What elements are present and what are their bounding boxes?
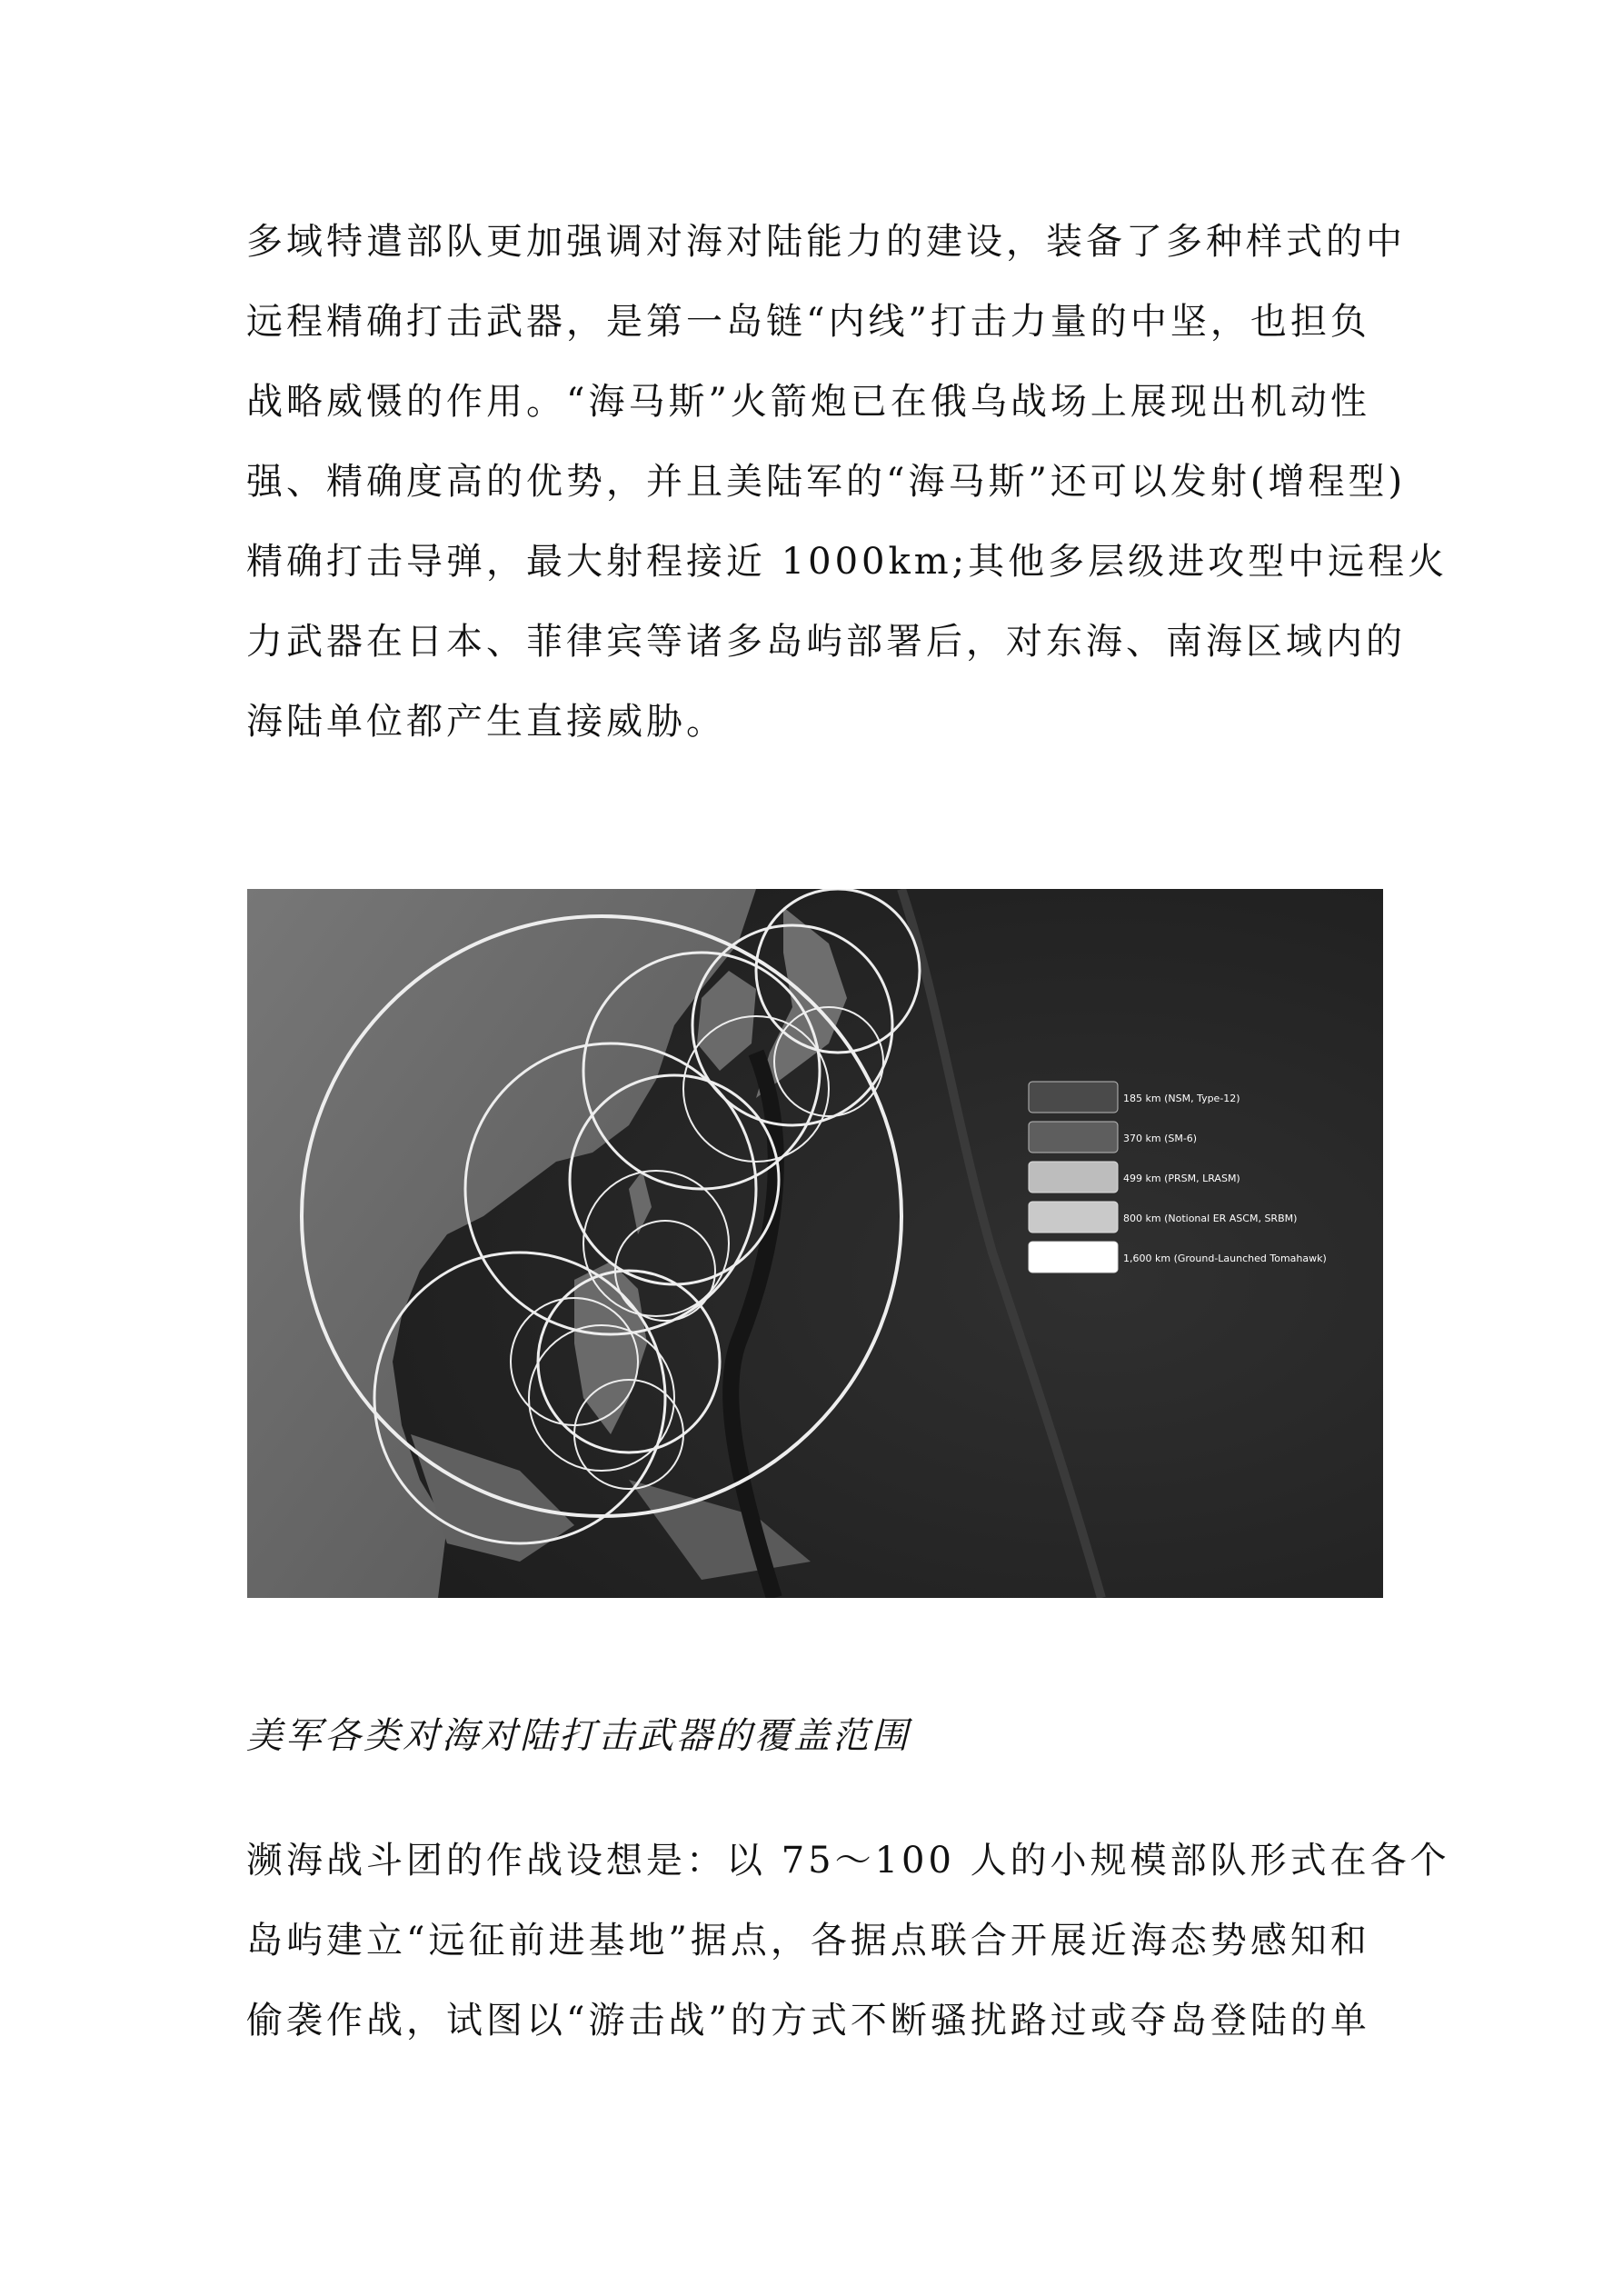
legend-swatch — [1029, 1122, 1118, 1153]
legend-swatch — [1029, 1162, 1118, 1193]
legend-swatch — [1029, 1242, 1118, 1273]
paragraph-line: 力武器在日本、菲律宾等诸多岛屿部署后，对东海、南海区域内的 — [246, 621, 1406, 663]
legend-label: 1,600 km (Ground-Launched Tomahawk) — [1123, 1253, 1327, 1264]
legend-swatch — [1029, 1082, 1118, 1113]
paragraph-line: 海陆单位都产生直接威胁。 — [246, 701, 726, 743]
paragraph-line: 多域特遣部队更加强调对海对陆能力的建设，装备了多种样式的中 — [246, 221, 1406, 263]
legend-label: 185 km (NSM, Type-12) — [1123, 1093, 1240, 1104]
figure-caption: 美军各类对海对陆打击武器的覆盖范围 — [246, 1715, 911, 1757]
paragraph-2 — [246, 1821, 1450, 2061]
paragraph-line: 精确打击导弹，最大射程接近 1000km;其他多层级进攻型中远程火 — [246, 541, 1449, 583]
paragraph-line: 远程精确打击武器，是第一岛链“内线”打击力量的中坚，也担负 — [246, 301, 1370, 343]
paragraph-line: 岛屿建立“远征前进基地”据点，各据点联合开展近海态势感知和 — [246, 1920, 1370, 1962]
range-map-figure — [247, 889, 1383, 1598]
legend-label: 370 km (SM-6) — [1123, 1133, 1198, 1144]
legend-swatch — [1029, 1202, 1118, 1233]
paragraph-1 — [246, 202, 1449, 762]
legend-label: 499 km (PRSM, LRASM) — [1123, 1173, 1240, 1184]
paragraph-line: 偷袭作战，试图以“游击战”的方式不断骚扰路过或夺岛登陆的单 — [246, 2000, 1370, 2041]
legend-label: 800 km (Notional ER ASCM, SRBM) — [1123, 1213, 1298, 1224]
paragraph-line: 濒海战斗团的作战设想是：以 75～100 人的小规模部队形式在各个 — [246, 1840, 1450, 1882]
paragraph-line: 战略威慑的作用。“海马斯”火箭炮已在俄乌战场上展现出机动性 — [246, 381, 1370, 423]
paragraph-line: 强、精确度高的优势，并且美陆军的“海马斯”还可以发射(增程型) — [246, 461, 1407, 503]
map-image — [247, 889, 1383, 1598]
